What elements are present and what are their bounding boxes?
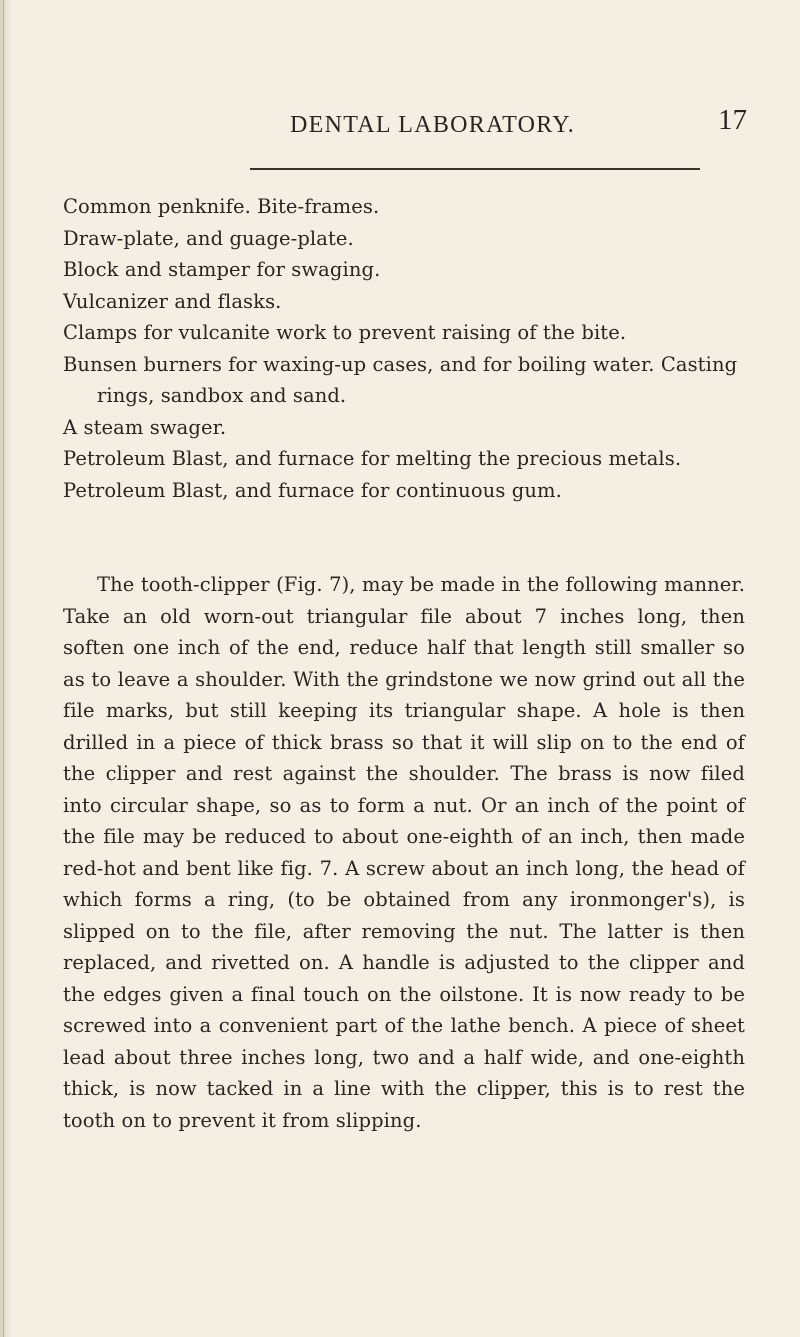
list-item: Draw-plate, and guage-plate. bbox=[63, 226, 354, 250]
list-item: Petroleum Blast, and furnace for melting the precious metals. bbox=[63, 447, 682, 470]
list-item: Common penknife. Bite-frames. bbox=[63, 195, 380, 218]
list-item: Petroleum Blast, and furnace for continuous gum. bbox=[63, 478, 562, 502]
list-item: Clamps for vulcanite work to prevent raising of the bite. bbox=[63, 321, 627, 344]
list-item: Vulcanizer and flasks. bbox=[63, 289, 282, 313]
running-header bbox=[290, 104, 747, 144]
page-number: 17 bbox=[718, 104, 747, 136]
body-paragraph: The tooth-clipper (Fig. 7), may be made in the following manner. Take an old worn-out triangular file about 7 inches long, then soften one inch of the end, reduce half that length still smaller so as to leave a shoulder. With the grindstone we now grind out all the file marks, but still keeping its triangular shape. A hole is then drilled in a piece of thick brass so that it will slip on to the end of the clipper and rest against the shoulder. The brass is now filed into circular shape, so as to form a nut. Or an inch of the point of the file may be reduced to about one-eighth of an inch, then made red-hot and bent like fig. 7. A screw about an inch long, the head of which forms a ring, (to be obtained from any ironmonger's), is slipped on to the file, after removing the nut. The latter is then replaced, and rivetted on. A handle is adjusted to the clipper and the edges given a final touch on the oilstone. It is now ready to be screwed into a convenient part of the lathe bench. A piece of sheet lead about three inches long, two and a half wide, and one-eighth thick, is now tacked in a line with the clipper, this is to rest the tooth on to prevent it from slipping. bbox=[63, 573, 745, 1132]
list-item: A steam swager. bbox=[63, 415, 227, 439]
header-rule bbox=[250, 168, 700, 170]
list-item: Bunsen burners for waxing-up cases, and for boiling water. Casting rings, sandbox and sand. bbox=[63, 352, 738, 407]
page-binding-edge bbox=[0, 0, 12, 1337]
equipment-list bbox=[63, 191, 743, 506]
list-item: Block and stamper for swaging. bbox=[63, 258, 381, 281]
running-header-title: DENTAL LABORATORY. bbox=[290, 112, 576, 138]
